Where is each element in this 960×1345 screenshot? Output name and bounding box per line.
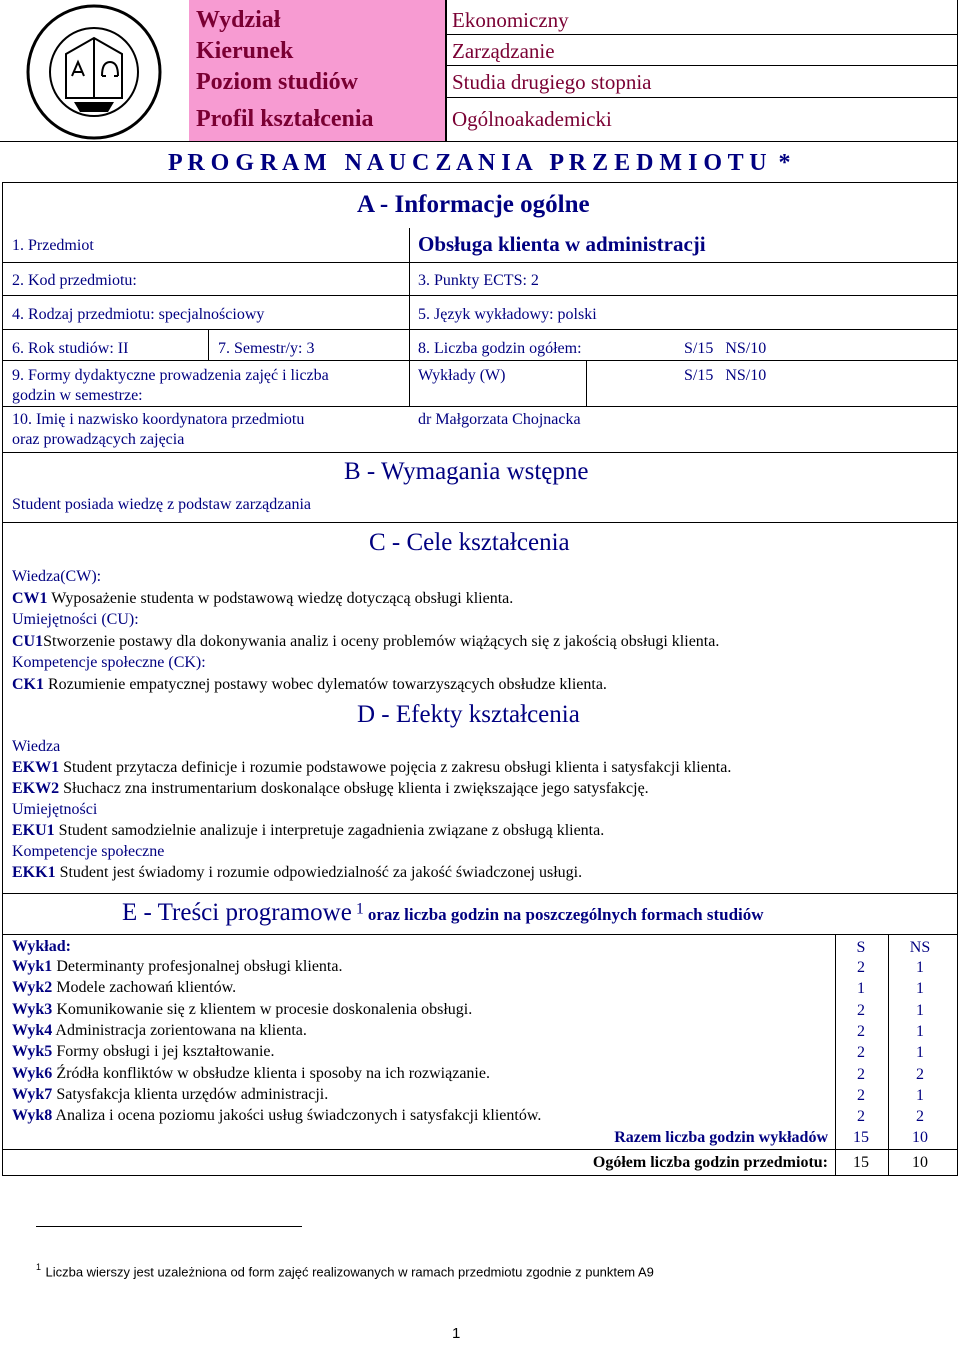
koordynator-value: dr Małgorzata Chojnacka bbox=[418, 411, 581, 428]
razem-s: 15 bbox=[853, 1129, 869, 1146]
lecture-topic-row bbox=[12, 978, 236, 998]
objective-line bbox=[12, 675, 607, 695]
learning-outcome-text: Słuchacz zna instrumentarium doskonalące obsługę klienta i zwiększające jego satysfakcję. bbox=[59, 780, 649, 797]
learning-outcome-code: EKW2 bbox=[12, 780, 60, 797]
lecture-topic-hours-s: 1 bbox=[857, 980, 865, 998]
liczba-godzin-ogolem: 8. Liczba godzin ogółem: bbox=[418, 340, 582, 357]
lecture-topic-text: Satysfakcja klienta urzędów administracji. bbox=[52, 1085, 329, 1103]
section-c-title: C - Cele kształcenia bbox=[369, 529, 570, 556]
lecture-topic-hours-s: 2 bbox=[857, 1022, 865, 1040]
lecture-topic-row bbox=[12, 1106, 541, 1126]
lecture-topic-hours-ns: 2 bbox=[916, 1065, 924, 1083]
lecture-topic-code: Wyk5 bbox=[12, 1043, 53, 1061]
lecture-topic-hours-s: 2 bbox=[857, 1044, 865, 1062]
przedmiot-label: 1. Przedmiot bbox=[12, 237, 94, 254]
header-value-wydzial: Ekonomiczny bbox=[452, 8, 569, 32]
lecture-topic-row bbox=[12, 1085, 328, 1105]
objective-code: CW1 bbox=[12, 589, 48, 607]
section-b-text: Student posiada wiedzę z podstaw zarządzania bbox=[12, 496, 311, 513]
formy-dydaktyczne-label-line2: godzin w semestrze: bbox=[12, 387, 143, 404]
header-value-profil: Ogólnoakademicki bbox=[452, 107, 612, 131]
objective-code: Wiedza(CW): bbox=[12, 568, 102, 585]
section-e-title-suffix: oraz liczba godzin na poszczególnych formach studiów bbox=[367, 905, 764, 924]
lecture-topic-row bbox=[12, 1042, 275, 1062]
objective-text: Rozumienie empatycznej postawy wobec dylematów towarzyszących obsłudze klienta. bbox=[44, 675, 607, 693]
ogolem-s: 15 bbox=[853, 1154, 869, 1171]
footnote-text: Liczba wierszy jest uzależniona od form zajęć realizowanych w ramach przedmiotu zgodnie z punktem A9 bbox=[45, 1264, 654, 1280]
header-value-kierunek: Zarządzanie bbox=[452, 39, 555, 63]
lecture-topic-text: Administracja zorientowana na klienta. bbox=[52, 1021, 307, 1039]
learning-outcome-text: Student samodzielnie analizuje i interpretuje zagadnienia związane z obsługą klienta. bbox=[54, 822, 605, 839]
column-s-header: S bbox=[856, 939, 866, 956]
lecture-topic-code: Wyk4 bbox=[12, 1021, 53, 1039]
koordynator-label-line2: oraz prowadzących zajęcia bbox=[12, 431, 185, 448]
header-label-kierunek: Kierunek bbox=[196, 38, 294, 64]
wyklad-label: Wykład: bbox=[12, 938, 71, 955]
kod-przedmiotu: 2. Kod przedmiotu: bbox=[12, 272, 137, 289]
formy-dydaktyczne-hours: S/15 NS/10 bbox=[684, 367, 767, 384]
lecture-topic-row bbox=[12, 1000, 472, 1020]
przedmiot-value: Obsługa klienta w administracji bbox=[418, 232, 706, 256]
lecture-topic-hours-s: 2 bbox=[857, 959, 865, 976]
objective-line bbox=[12, 653, 206, 673]
lecture-topic-text: Formy obsługi i jej kształtowanie. bbox=[52, 1043, 275, 1061]
lecture-topic-hours-ns: 1 bbox=[916, 959, 924, 976]
section-e-title-main: E - Treści programowe bbox=[122, 899, 352, 926]
learning-outcome-text: Student jest świadomy i rozumie odpowiedzialność za jakość świadczonej usługi. bbox=[55, 864, 583, 881]
learning-outcome-code: EKW1 bbox=[12, 759, 60, 776]
ogolem-ns: 10 bbox=[912, 1154, 928, 1171]
learning-outcome-code: EKK1 bbox=[12, 864, 56, 881]
lecture-topic-text: Analiza i ocena poziomu jakości usług świadczonych i satysfakcji klientów. bbox=[52, 1107, 542, 1125]
lecture-topic-hours-s: 2 bbox=[857, 1086, 865, 1104]
learning-outcome-line bbox=[12, 800, 97, 820]
learning-outcome-code: Umiejętności bbox=[12, 801, 98, 818]
lecture-topic-code: Wyk3 bbox=[12, 1000, 53, 1018]
header-label-profil: Profil kształcenia bbox=[196, 106, 374, 132]
formy-dydaktyczne-label-line1: 9. Formy dydaktyczne prowadzenia zajęć i liczba bbox=[12, 367, 329, 384]
lecture-topic-code: Wyk6 bbox=[12, 1064, 53, 1082]
liczba-godzin-value: S/15 NS/10 bbox=[684, 340, 767, 357]
razem-ns: 10 bbox=[912, 1129, 928, 1146]
learning-outcome-text: Student przytacza definicje i rozumie podstawowe pojęcia z zakresu obsługi klienta i satysfakcji klienta. bbox=[59, 759, 732, 776]
objective-line bbox=[12, 610, 139, 630]
lecture-topic-code: Wyk7 bbox=[12, 1085, 53, 1103]
lecture-topic-hours-s: 2 bbox=[857, 1001, 865, 1019]
page-number: 1 bbox=[452, 1325, 461, 1342]
header-label-wydzial: Wydział bbox=[196, 7, 281, 33]
lecture-topic-text: Źródła konfliktów w obsłudze klienta i sposoby na ich rozwiązanie. bbox=[52, 1064, 490, 1082]
lecture-topic-hours-ns: 2 bbox=[916, 1108, 924, 1126]
learning-outcome-line bbox=[12, 821, 604, 841]
lecture-topic-row bbox=[12, 1064, 490, 1084]
program-title: P R O G R A M N A U C Z A N I A P R Z E D M I O T U * bbox=[168, 150, 791, 176]
formy-dydaktyczne-value: Wykłady (W) bbox=[418, 367, 506, 384]
semestr: 7. Semestr/y: 3 bbox=[218, 340, 315, 357]
objective-code: CU1 bbox=[12, 632, 44, 650]
lecture-topic-hours-s: 2 bbox=[857, 1108, 865, 1126]
section-e-title bbox=[122, 898, 764, 928]
lecture-topic-text: Modele zachowań klientów. bbox=[52, 979, 237, 997]
university-seal-logo bbox=[6, 2, 182, 142]
objective-line bbox=[12, 632, 719, 652]
lecture-topic-hours-s: 2 bbox=[857, 1065, 865, 1083]
lecture-topic-hours-ns: 1 bbox=[916, 980, 924, 998]
lecture-topic-row bbox=[12, 957, 342, 977]
objective-code: Umiejętności (CU): bbox=[12, 611, 139, 628]
ogolem-label: Ogółem liczba godzin przedmiotu: bbox=[592, 1154, 828, 1171]
column-ns-header: NS bbox=[909, 939, 931, 956]
learning-outcome-line bbox=[12, 737, 60, 757]
learning-outcome-code: EKU1 bbox=[12, 822, 55, 839]
lecture-topic-hours-ns: 1 bbox=[916, 1044, 924, 1062]
header-value-poziom: Studia drugiego stopnia bbox=[452, 70, 652, 94]
lecture-topic-hours-ns: 1 bbox=[916, 1086, 924, 1104]
objective-text: Wyposażenie studenta w podstawową wiedzę dotyczącą obsługi klienta. bbox=[47, 589, 514, 607]
learning-outcome-line bbox=[12, 842, 164, 862]
lecture-topic-text: Determinanty profesjonalnej obsługi klienta. bbox=[52, 958, 343, 975]
learning-outcome-line bbox=[12, 758, 731, 778]
lecture-topic-code: Wyk2 bbox=[12, 979, 53, 997]
objective-line bbox=[12, 589, 513, 609]
learning-outcome-code: Kompetencje społeczne bbox=[12, 843, 165, 860]
learning-outcome-line bbox=[12, 863, 582, 883]
footnote bbox=[36, 1262, 654, 1281]
lecture-topic-hours-ns: 1 bbox=[916, 1001, 924, 1019]
lecture-topic-hours-ns: 1 bbox=[916, 1022, 924, 1040]
learning-outcome-line bbox=[12, 779, 649, 799]
objective-code: CK1 bbox=[12, 675, 44, 693]
lecture-topic-code: Wyk8 bbox=[12, 1107, 53, 1125]
footnote-mark: 1 bbox=[36, 1262, 42, 1272]
koordynator-label-line1: 10. Imię i nazwisko koordynatora przedmiotu bbox=[12, 411, 305, 428]
section-b-title: B - Wymagania wstępne bbox=[344, 458, 589, 485]
section-e-title-footnote-mark: 1 bbox=[355, 900, 364, 918]
lecture-topic-code: Wyk1 bbox=[12, 958, 53, 975]
rodzaj-przedmiotu: 4. Rodzaj przedmiotu: specjalnościowy bbox=[12, 306, 265, 323]
lecture-topic-row bbox=[12, 1021, 307, 1041]
learning-outcome-code: Wiedza bbox=[12, 738, 61, 755]
section-a-title: A - Informacje ogólne bbox=[357, 191, 590, 218]
rok-studiow: 6. Rok studiów: II bbox=[12, 340, 129, 357]
lecture-topic-text: Komunikowanie się z klientem w procesie doskonalenia obsługi. bbox=[52, 1000, 473, 1018]
section-d-title: D - Efekty kształcenia bbox=[357, 701, 580, 728]
razem-label: Razem liczba godzin wykładów bbox=[614, 1129, 828, 1146]
header-label-poziom: Poziom studiów bbox=[196, 69, 358, 95]
objective-text: Stworzenie postawy dla dokonywania analiz i oceny problemów wiążących się z jakością obsługi klienta. bbox=[43, 632, 720, 650]
objective-line bbox=[12, 567, 101, 587]
jezyk-wykladowy: 5. Język wykładowy: polski bbox=[418, 306, 597, 323]
objective-code: Kompetencje społeczne (CK): bbox=[12, 654, 206, 671]
punkty-ects: 3. Punkty ECTS: 2 bbox=[418, 272, 539, 289]
